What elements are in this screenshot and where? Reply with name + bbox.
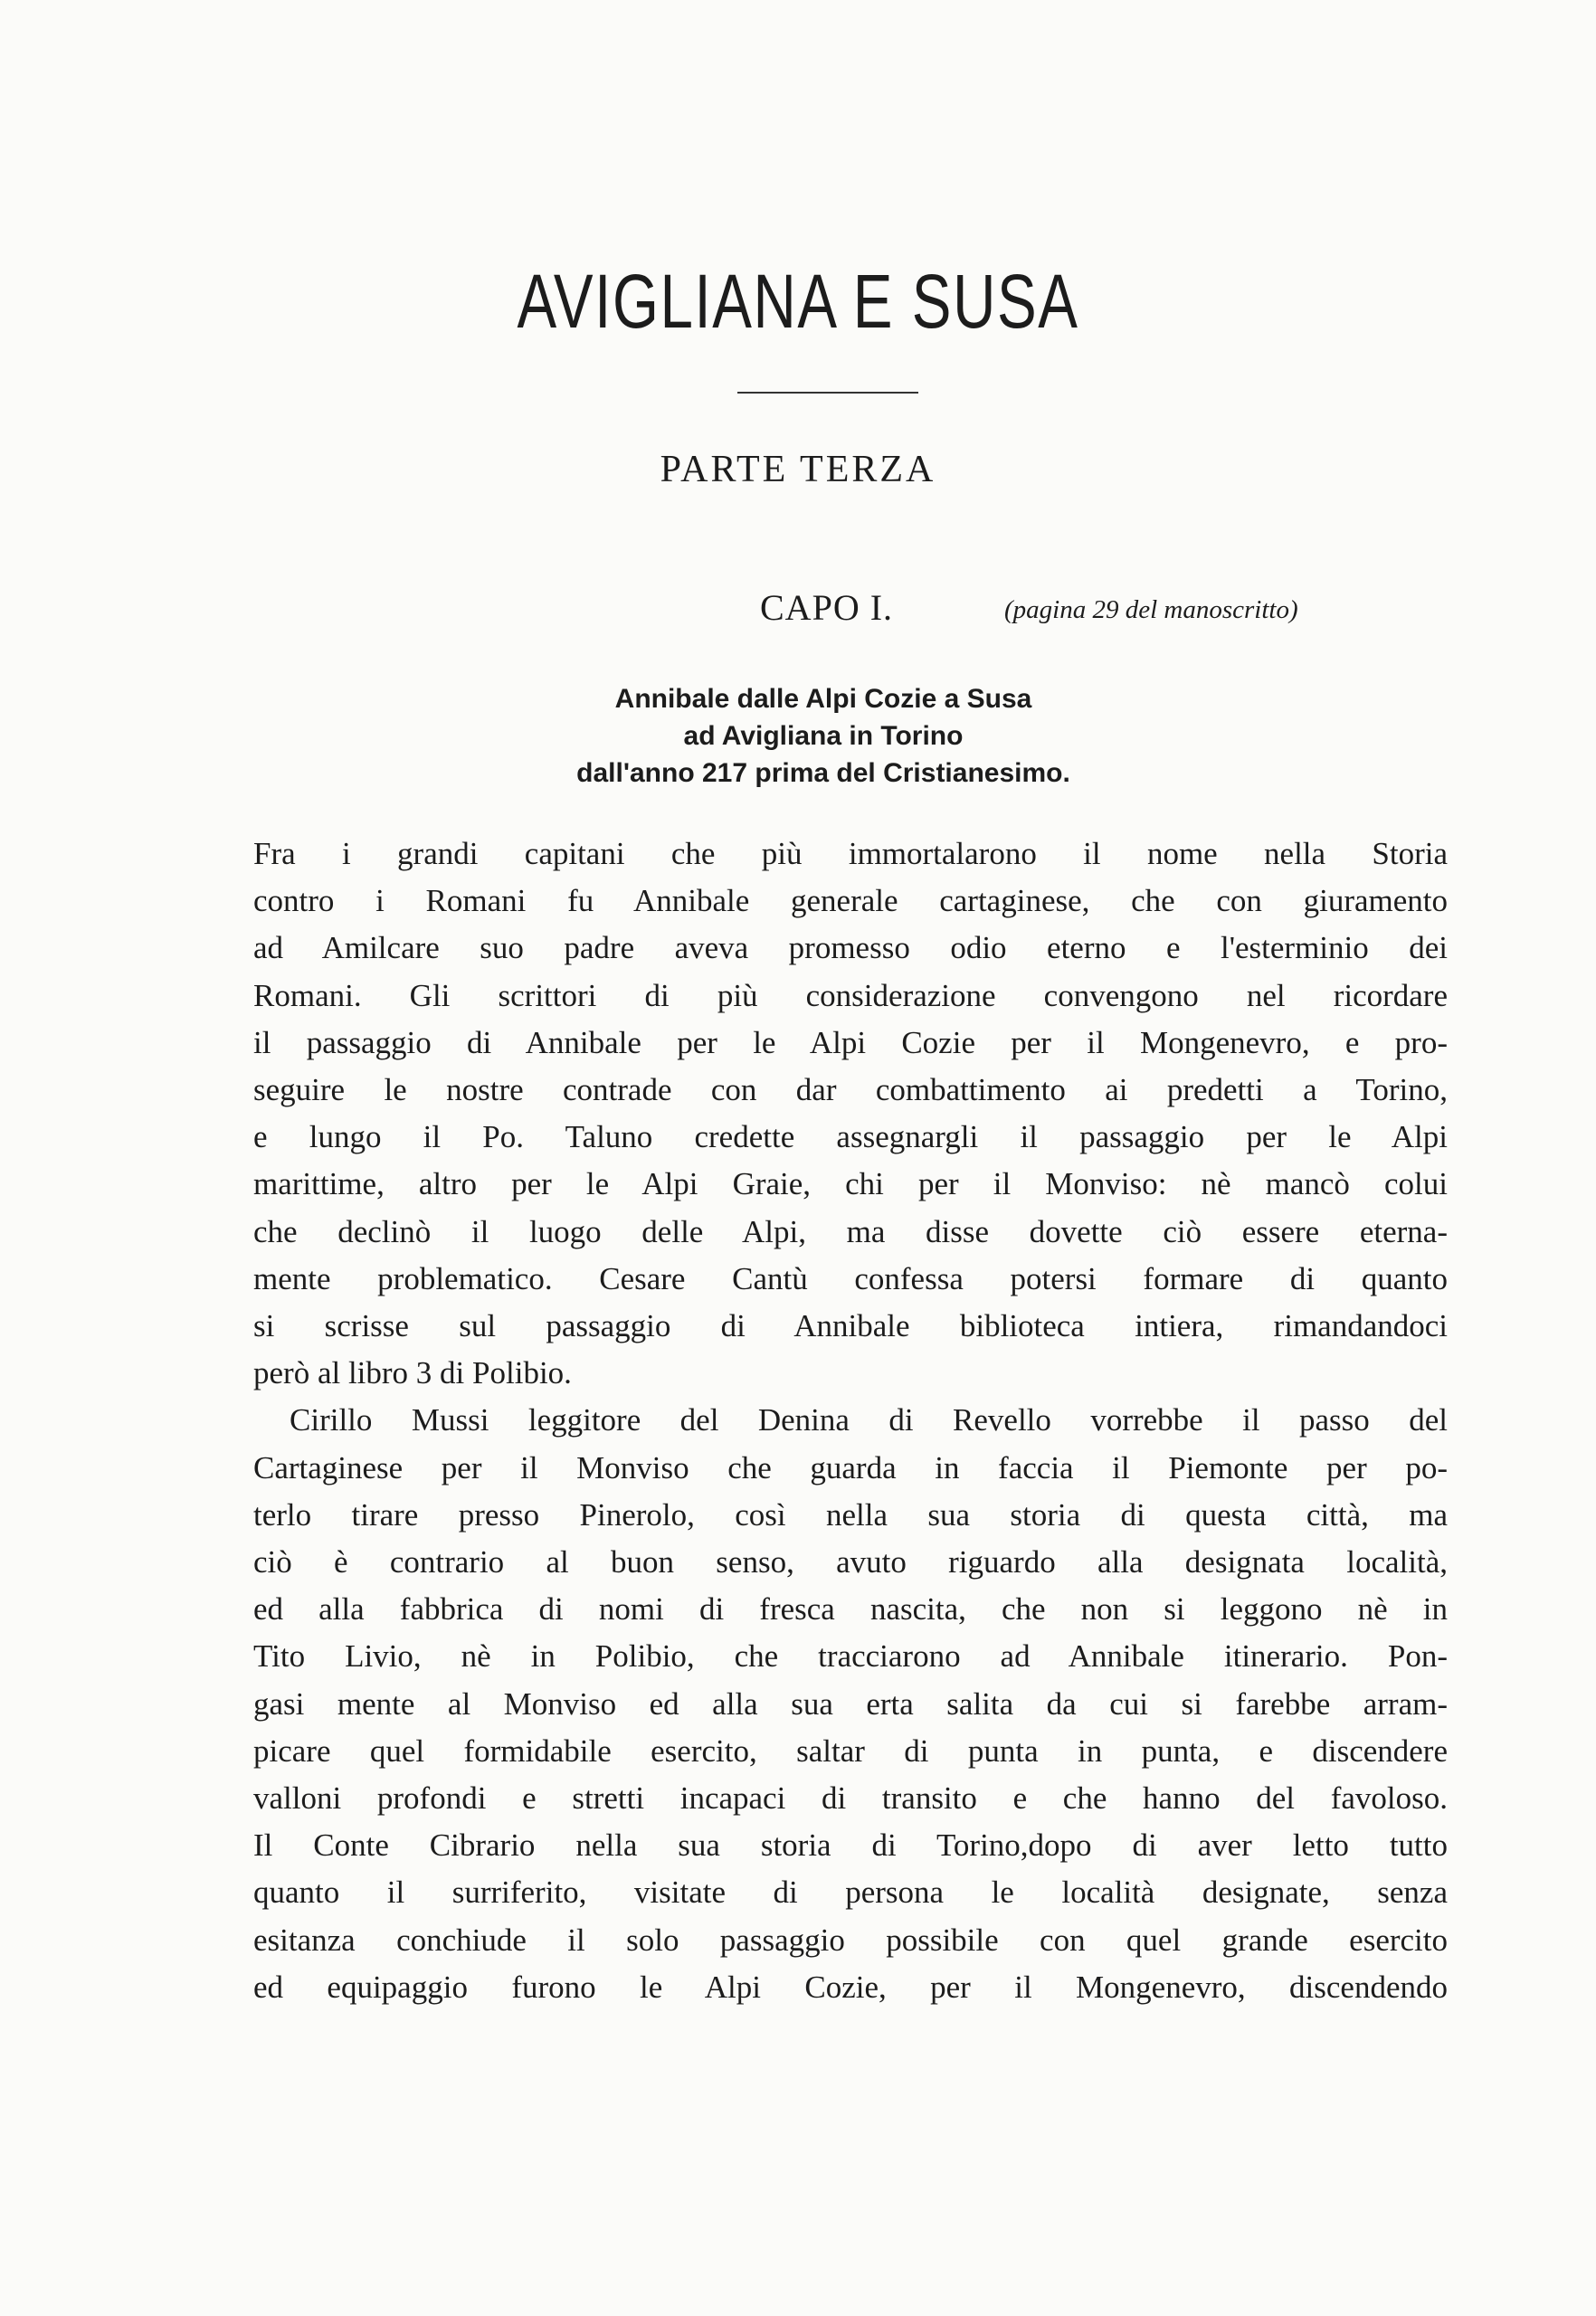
- text-line: esitanza conchiude il solo passaggio possibile con quel grande esercito: [253, 1922, 1448, 1958]
- subtitle-line: ad Avigliana in Torino: [683, 721, 964, 751]
- text-line: si scrisse sul passaggio di Annibale biblioteca intiera, rimandandoci: [253, 1308, 1448, 1344]
- text-line: seguire le nostre contrade con dar combattimento ai predetti a Torino,: [253, 1072, 1448, 1108]
- text-line: gasi mente al Monviso ed alla sua erta salita da cui si farebbe arram-: [253, 1685, 1448, 1722]
- text-line: ad Amilcare suo padre aveva promesso odio eterno e l'esterminio dei: [253, 930, 1448, 966]
- text-line: Il Conte Cibrario nella sua storia di Torino,dopo di aver letto tutto: [253, 1827, 1448, 1864]
- subtitle-line: dall'anno 217 prima del Cristianesimo.: [576, 758, 1070, 788]
- chapter-label: CAPO I.: [760, 587, 894, 628]
- body-text: [253, 831, 1448, 2011]
- text-line: Romani. Gli scrittori di più considerazione convengono nel ricordare: [253, 977, 1448, 1013]
- document-title: AVIGLIANA E SUSA: [517, 259, 1079, 344]
- chapter-subtitle: [507, 680, 1140, 792]
- paragraph: [253, 831, 1448, 1397]
- part-heading: PARTE TERZA: [660, 449, 936, 490]
- paragraph: [253, 1397, 1448, 2011]
- chapter-heading: [760, 586, 1393, 641]
- text-line: ciò è contrario al buon senso, avuto riguardo alla designata località,: [253, 1544, 1448, 1580]
- text-line: quanto il surriferito, visitate di persona le località designate, senza: [253, 1875, 1448, 1911]
- text-line: terlo tirare presso Pinerolo, così nella sua storia di questa città, ma: [253, 1496, 1448, 1533]
- text-line: Tito Livio, nè in Polibio, che tracciarono ad Annibale itinerario. Pon-: [253, 1638, 1448, 1675]
- text-line: e lungo il Po. Taluno credette assegnargli il passaggio per le Alpi: [253, 1119, 1448, 1155]
- text-line: Cartaginese per il Monviso che guarda in faccia il Piemonte per po-: [253, 1449, 1448, 1485]
- manuscript-page-reference: (pagina 29 del manoscritto): [1004, 595, 1298, 624]
- text-line: che declinò il luogo delle Alpi, ma disse dovette ciò essere eterna-: [253, 1213, 1448, 1249]
- text-line: Fra i grandi capitani che più immortalarono il nome nella Storia: [253, 836, 1448, 871]
- text-line: il passaggio di Annibale per le Alpi Cozie per il Mongenevro, e pro-: [253, 1024, 1448, 1060]
- text-line: mente problematico. Cesare Cantù confessa potersi formare di quanto: [253, 1260, 1448, 1296]
- text-line: picare quel formidabile esercito, saltar di punta in punta, e discendere: [253, 1732, 1448, 1769]
- title-rule: [737, 392, 918, 394]
- subtitle-line: Annibale dalle Alpi Cozie a Susa: [614, 684, 1032, 714]
- text-line: valloni profondi e stretti incapaci di transito e che hanno del favoloso.: [253, 1780, 1448, 1817]
- text-line: contro i Romani fu Annibale generale cartaginese, che con giuramento: [253, 883, 1448, 919]
- text-line: ed equipaggio furono le Alpi Cozie, per il Mongenevro, discendendo: [253, 1969, 1448, 2005]
- text-line: Cirillo Mussi leggitore del Denina di Revello vorrebbe il passo del: [290, 1402, 1448, 1438]
- text-line: ed alla fabbrica di nomi di fresca nascita, che non si leggono nè in: [253, 1591, 1448, 1628]
- text-line: marittime, altro per le Alpi Graie, chi per il Monviso: nè mancò colui: [253, 1166, 1448, 1202]
- text-line: però al libro 3 di Polibio.: [253, 1355, 572, 1391]
